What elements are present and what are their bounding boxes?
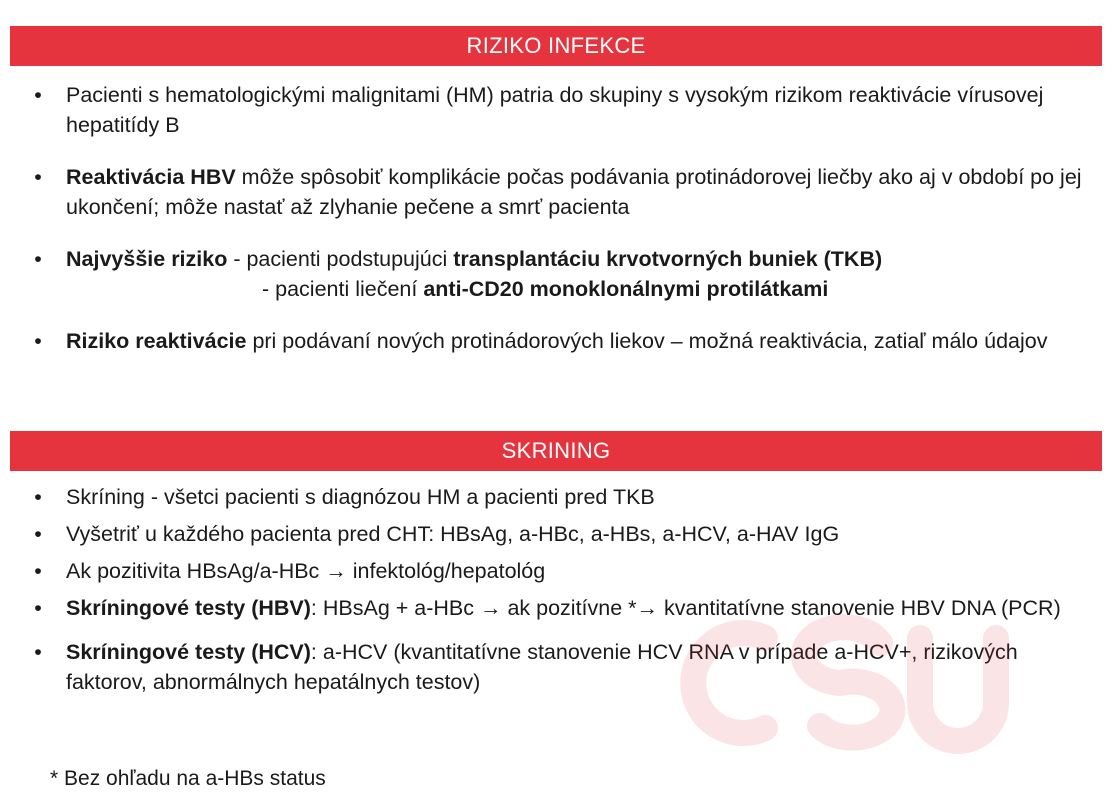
bullet-icon: •: [34, 329, 42, 353]
bullet-bold-text: transplantáciu krvotvorných buniek (TKB): [453, 247, 883, 271]
bullet-text: Ak pozitivita HBsAg/a-HBc → infektológ/hepatológ: [66, 559, 546, 583]
list-item: [28, 80, 1098, 140]
bullet-bold-text: anti-CD20 monoklonálnymi protilátkami: [423, 277, 829, 301]
bullet-text: Pacienti s hematologickými malignitami (HM) patria do skupiny s vysokým rizikom reaktivácie vírusovej hepatitídy B: [66, 83, 1044, 137]
bullet-text: pri podávaní nových protinádorových liekov – možná reaktivácia, zatiaľ málo údajov: [246, 329, 1048, 353]
bullet-text: - pacienti podstupujúci: [227, 247, 454, 271]
footnote: * Bez ohľadu na a-HBs status: [50, 767, 326, 790]
bullet-bold-text: Skríningové testy (HBV): [66, 596, 311, 620]
risk-bullet-list: [28, 80, 1098, 378]
bullet-bold-text: Reaktivácia HBV: [66, 165, 236, 189]
list-item: [28, 326, 1098, 356]
bullet-text: - pacienti liečení: [262, 277, 424, 301]
list-item: [28, 637, 1098, 697]
section-header-risk: RIZIKO INFEKCE: [10, 26, 1102, 66]
bullet-icon: •: [34, 165, 42, 189]
list-item: [28, 556, 1098, 586]
bullet-text: Vyšetriť u každého pacienta pred CHT: HBsAg, a-HBc, a-HBs, a-HCV, a-HAV IgG: [66, 522, 840, 546]
bullet-icon: •: [34, 83, 42, 107]
list-item: [28, 519, 1098, 549]
list-item: [28, 162, 1098, 222]
bullet-icon: •: [34, 485, 42, 509]
bullet-icon: •: [34, 247, 42, 271]
bullet-text: : a-HCV (kvantitatívne stanovenie HCV RNA v prípade a-HCV+, rizikových faktorov, abnormálnych hepatálnych testov): [66, 640, 1018, 694]
bullet-bold-text: Riziko reaktivácie: [66, 329, 247, 353]
bullet-bold-text: Skríningové testy (HCV): [66, 640, 311, 664]
bullet-icon: •: [34, 559, 42, 583]
bullet-text: : HBsAg + a-HBc → ak pozitívne *→ kvantitatívne stanovenie HBV DNA (PCR): [310, 596, 1061, 620]
bullet-icon: •: [34, 522, 42, 546]
bullet-icon: •: [34, 640, 42, 664]
list-item: [28, 244, 1098, 304]
list-item: [28, 482, 1098, 512]
section-header-screening: SKRINING: [10, 431, 1102, 471]
bullet-text: môže spôsobiť komplikácie počas podávania protinádorovej liečby ako aj v období po jej ukončení; môže nastať až zlyhanie pečene a smrť pacienta: [66, 165, 1082, 219]
list-item: [28, 593, 1098, 623]
screening-bullet-list: [28, 482, 1098, 704]
bullet-text: Skríning - všetci pacienti s diagnózou HM a pacienti pred TKB: [66, 485, 655, 509]
bullet-continuation: [66, 274, 1098, 304]
bullet-icon: •: [34, 596, 42, 620]
bullet-bold-text: Najvyššie riziko: [66, 247, 228, 271]
